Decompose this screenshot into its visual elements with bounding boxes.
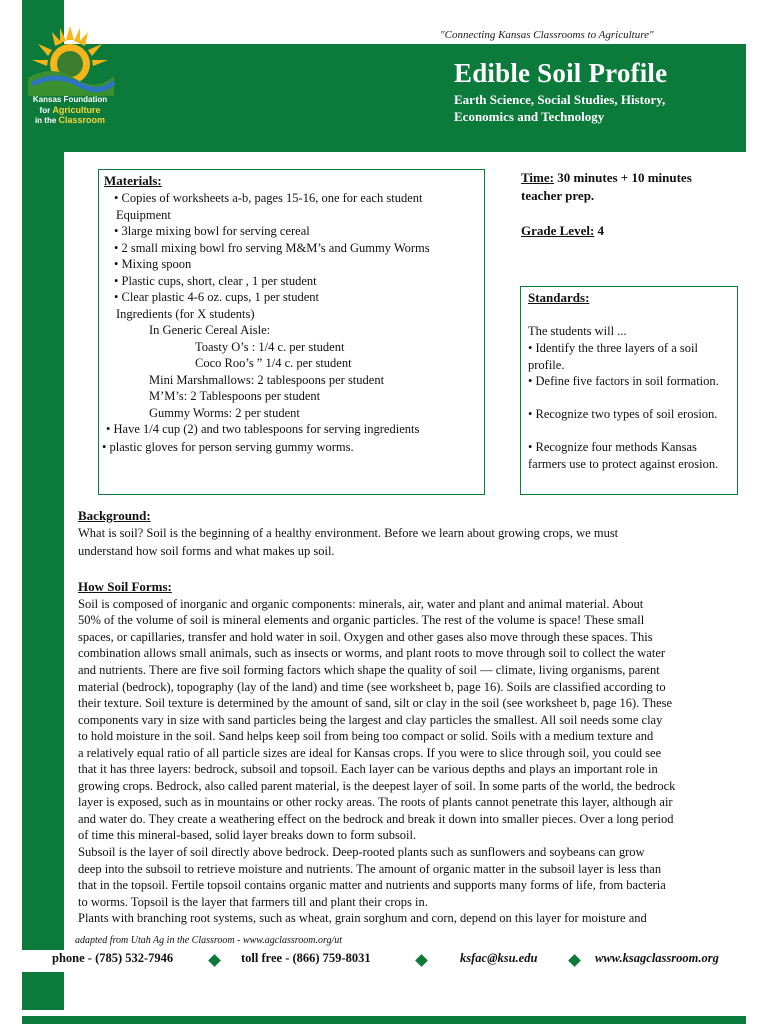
- materials-line: Equipment: [116, 208, 171, 222]
- bottom-green-band: [22, 1016, 746, 1024]
- paragraph-line: a relatively equal ratio of all particle sizes are ideal for Kansas crops. If you were to slice through soil, you could see: [78, 746, 662, 760]
- paragraph-line: spaces, or capillaries, transfer and hold water in soil. Oxygen and other gases also move through these spaces. This: [78, 630, 653, 644]
- paragraph-line: Soil is composed of inorganic and organic components: minerals, air, water and plant and animal material. About: [78, 597, 644, 611]
- paragraph-line: components vary in size with sand particles being the largest and clay particles the smallest. All soil needs some clay: [78, 713, 663, 727]
- paragraph-line: 50% of the volume of soil is mineral elements and organic particles. The rest of the volume is space! These small: [78, 613, 645, 627]
- materials-line: In Generic Cereal Aisle:: [149, 323, 271, 337]
- paragraph-line: deep into the subsoil to retrieve moisture and nutrients. The amount of organic matter in the subsoil layer is less than: [78, 862, 662, 876]
- subject-list: [454, 91, 734, 125]
- standards-line: • Recognize four methods Kansas farmers use to protect against erosion.: [528, 440, 719, 471]
- subject-line: Earth Science, Social Studies, History,: [454, 92, 666, 107]
- footer-email-link[interactable]: ksfac@ksu.edu: [460, 951, 538, 965]
- materials-line: Gummy Worms: 2 per student: [149, 406, 300, 420]
- sunflower-logo-icon: [22, 24, 118, 96]
- time-value-cont: teacher prep.: [521, 188, 595, 203]
- paragraph-line: Subsoil is the layer of soil directly above bedrock. Deep-rooted plants such as sunflowers and soybeans can grow: [78, 845, 645, 859]
- paragraph-line: that in the topsoil. Fertile topsoil contains organic matter and nutrients and supports many forms of life, from bacteria: [78, 878, 666, 892]
- standards-line: • Recognize two types of soil erosion.: [528, 407, 718, 421]
- paragraph-line: What is soil? Soil is the beginning of a healthy environment. Before we learn about growing crops, we must: [78, 526, 619, 540]
- paragraph-line: layer is exposed, such as in mountains or other rocky areas. The roots of plants cannot penetrate this layer, although air: [78, 795, 673, 809]
- paragraph-line: and water do. They create a weathering effect on the bedrock and break it down into smaller pieces. Over a long period: [78, 812, 674, 826]
- footer-website-link[interactable]: www.ksagclassroom.org: [595, 951, 719, 965]
- background-heading: Background:: [78, 508, 151, 523]
- materials-line: M’M’s: 2 Tablespoons per student: [149, 389, 321, 403]
- standards-line: • Identify the three layers of a soil profile.: [528, 341, 698, 372]
- paragraph-line: Plants with branching root systems, such as wheat, grain sorghum and corn, depend on this layer for moisture and: [78, 911, 647, 925]
- paragraph-line: combination allows small animals, such as insects or worms, and plant roots to move through soil to collect the water: [78, 646, 666, 660]
- kfac-logo: Kansas Foundation for Agriculture in the Classroom: [22, 24, 118, 132]
- materials-line: • plastic gloves for person serving gummy worms.: [102, 440, 354, 454]
- paragraph-line: understand how soil forms and what makes up soil.: [78, 544, 335, 558]
- materials-line: • Plastic cups, short, clear , 1 per student: [114, 274, 317, 288]
- time-value: 30 minutes + 10 minutes: [553, 170, 692, 185]
- footer-phone: phone - (785) 532-7946: [52, 951, 174, 965]
- materials-line: • Clear plastic 4-6 oz. cups, 1 per student: [114, 290, 320, 304]
- subject-line: Economics and Technology: [454, 109, 605, 124]
- soil-forms-heading: How Soil Forms:: [78, 579, 172, 594]
- paragraph-line: their texture. Soil texture is determined by the amount of sand, silt or clay in the soil (see worksheet b, page 16). These: [78, 696, 673, 710]
- standards-line: The students will ...: [528, 324, 627, 338]
- materials-line: • Have 1/4 cup (2) and two tablespoons for serving ingredients: [106, 422, 420, 436]
- materials-line: Coco Roo’s ” 1/4 c. per student: [195, 356, 352, 370]
- grade-info: [521, 223, 604, 239]
- paragraph-line: material (bedrock), topography (lay of the land) and time (see worksheet b, page 16). Soils are classified according to: [78, 680, 666, 694]
- source-credit: adapted from Utah Ag in the Classroom - www.agclassroom.org/ut: [75, 935, 343, 946]
- materials-line: Ingredients (for X students): [116, 307, 255, 321]
- standards-heading: Standards:: [528, 290, 590, 305]
- materials-line: • 2 small mixing bowl fro serving M&M’s and Gummy Worms: [114, 241, 430, 255]
- time-info: [521, 169, 736, 205]
- page-title: Edible Soil Profile: [454, 58, 668, 88]
- materials-line: • 3large mixing bowl for serving cereal: [114, 224, 310, 238]
- paragraph-line: of time this mineral-based, solid layer breaks down to form subsoil.: [78, 828, 417, 842]
- grade-value: 4: [594, 223, 605, 238]
- materials-line: • Copies of worksheets a-b, pages 15-16, one for each student: [114, 191, 423, 205]
- standards-line: • Define five factors in soil formation.: [528, 374, 719, 388]
- materials-heading: Materials:: [104, 173, 162, 188]
- paragraph-line: to hold moisture in the soil. Sand helps keep soil from being too compact or solid. Soils with a medium texture and: [78, 729, 654, 743]
- paragraph-line: that it has three layers: bedrock, subsoil and topsoil. Each layer can be various depths and plays an important role in: [78, 762, 658, 776]
- paragraph-line: growing crops. Bedrock, also called parent material, is the deepest layer of soil. In some parts of the world, the bedrock: [78, 779, 676, 793]
- grade-label: Grade Level:: [521, 223, 595, 238]
- materials-line: • Mixing spoon: [114, 257, 192, 271]
- footer-tollfree: toll free - (866) 759-8031: [241, 951, 371, 965]
- paragraph-line: to worms. Topsoil is the layer that farmers till and plant their crops in.: [78, 895, 428, 909]
- time-label: Time:: [521, 170, 554, 185]
- tagline: "Connecting Kansas Classrooms to Agriculture": [440, 29, 654, 41]
- materials-line: Toasty O’s : 1/4 c. per student: [195, 340, 345, 354]
- paragraph-line: and nutrients. There are five soil forming factors which shape the quality of soil — climate, living organisms, parent: [78, 663, 660, 677]
- materials-line: Mini Marshmallows: 2 tablespoons per student: [149, 373, 385, 387]
